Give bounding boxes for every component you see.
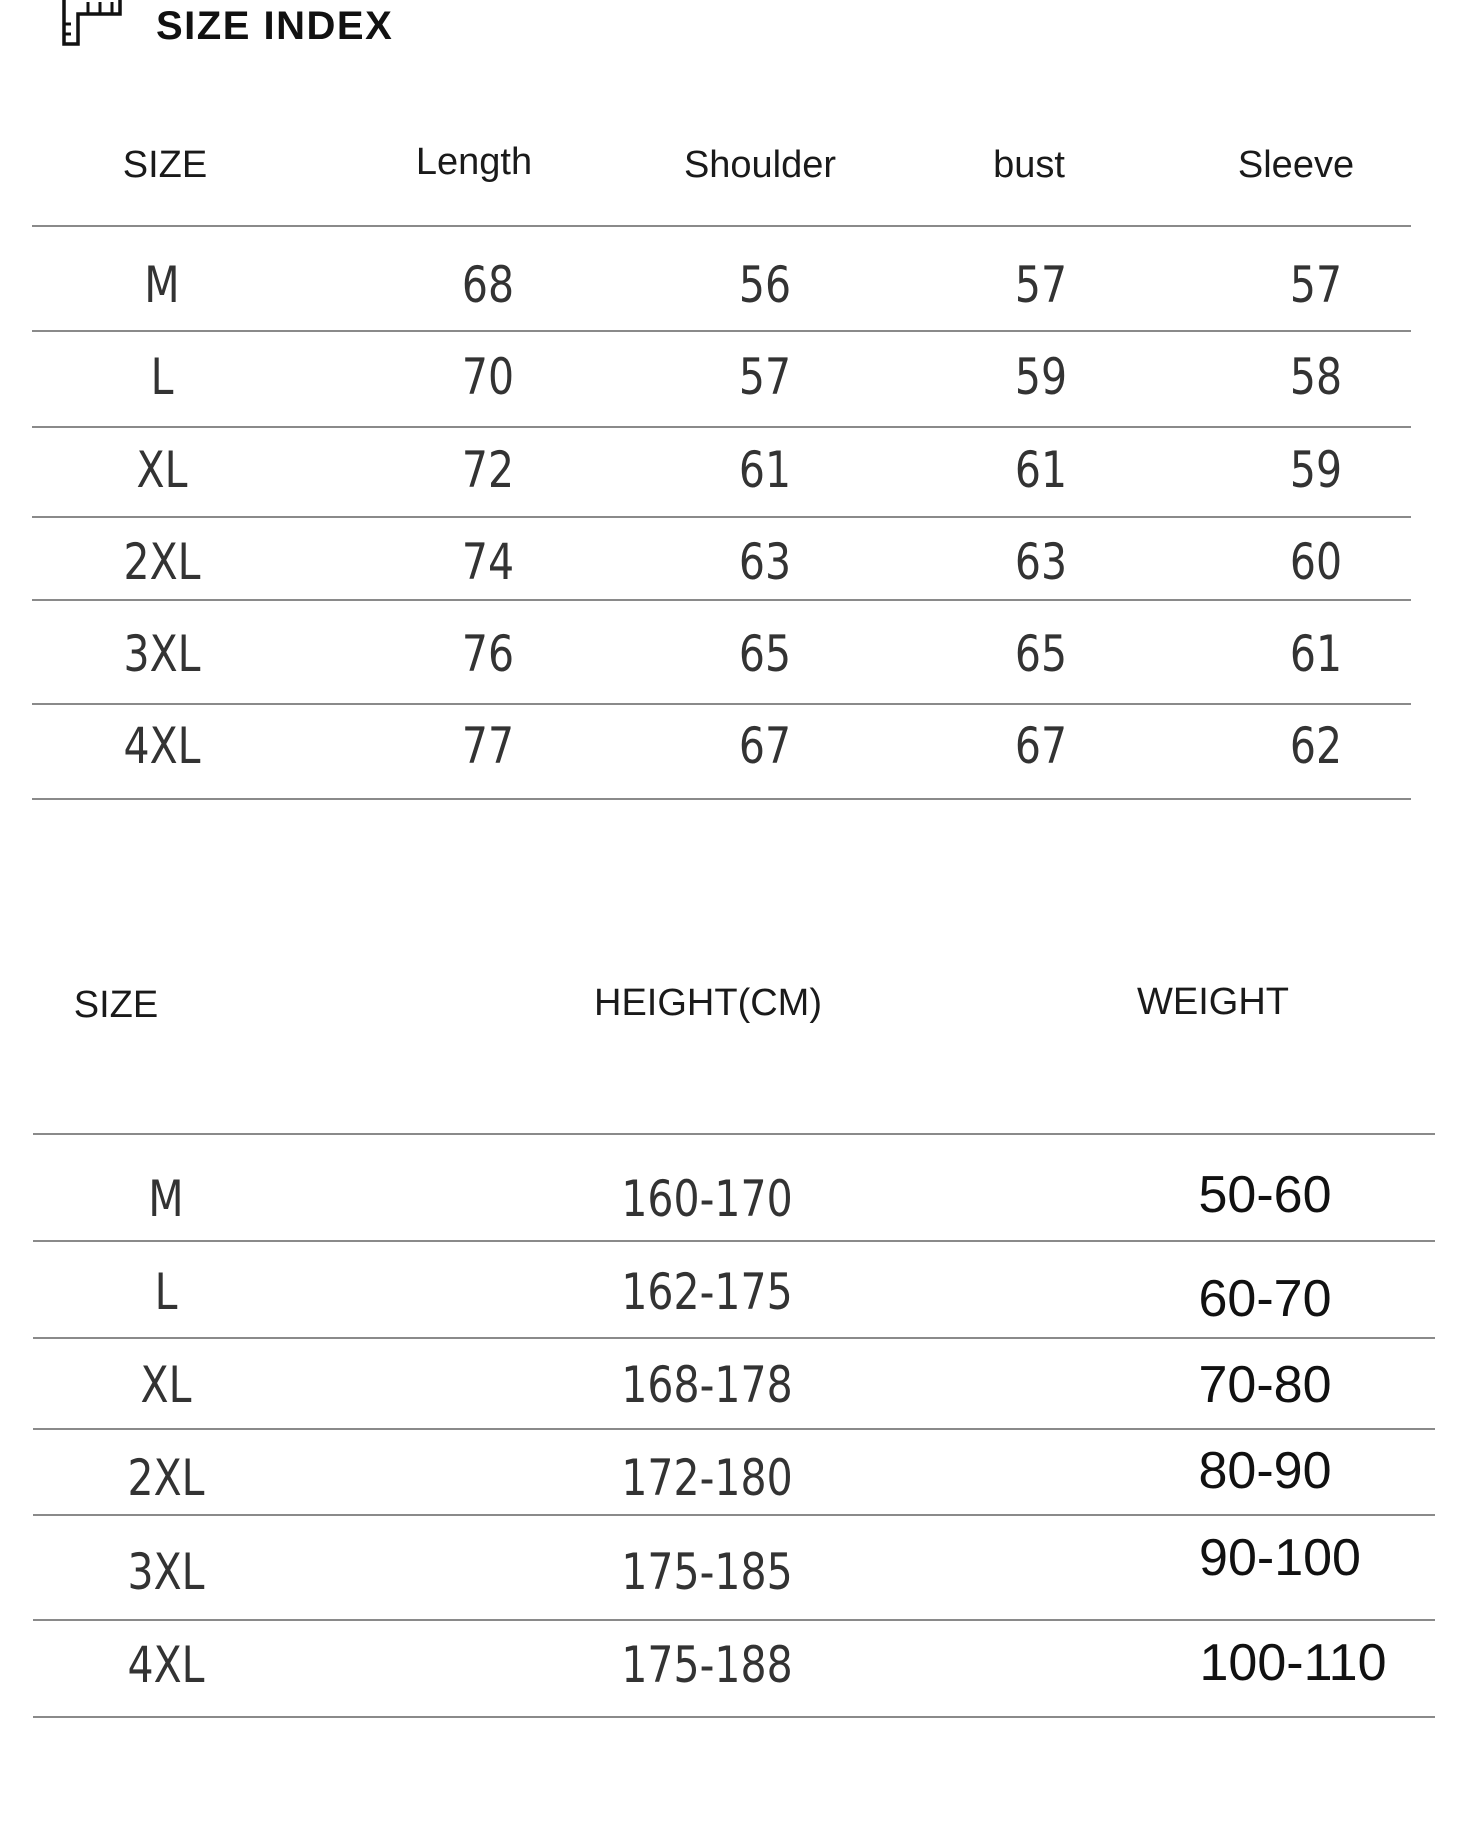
table-divider: [32, 426, 1411, 428]
size-cell: L: [150, 348, 174, 406]
table-divider: [32, 798, 1411, 800]
column-header-sleeve: Sleeve: [1237, 144, 1355, 186]
size-cell: 4XL: [127, 1636, 205, 1694]
length-cell: 72: [461, 441, 515, 499]
table-divider: [32, 599, 1411, 601]
shoulder-cell: 65: [738, 625, 792, 683]
table-divider: [32, 703, 1411, 705]
column-header-size: SIZE: [73, 984, 159, 1026]
table-divider: [33, 1619, 1435, 1621]
bust-cell: 67: [1014, 717, 1068, 775]
weight-cell: 60-70: [1198, 1270, 1332, 1328]
table-divider: [32, 330, 1411, 332]
size-cell: 4XL: [123, 717, 201, 775]
bust-cell: 57: [1014, 256, 1068, 314]
column-header-length: Length: [415, 141, 533, 183]
height-cell: 162-175: [621, 1263, 793, 1321]
table-divider: [33, 1337, 1435, 1339]
table-divider: [33, 1133, 1435, 1135]
sleeve-cell: 60: [1289, 533, 1343, 591]
table-divider: [33, 1240, 1435, 1242]
table-divider: [33, 1514, 1435, 1516]
table-divider: [32, 516, 1411, 518]
size-cell: 2XL: [127, 1449, 205, 1507]
length-cell: 70: [461, 348, 515, 406]
shoulder-cell: 57: [738, 348, 792, 406]
length-cell: 68: [461, 256, 515, 314]
table-divider: [33, 1428, 1435, 1430]
size-cell: M: [148, 1170, 184, 1228]
size-cell: XL: [140, 1356, 192, 1414]
column-header-weight: WEIGHT: [1137, 981, 1289, 1023]
size-cell: XL: [136, 441, 188, 499]
sleeve-cell: 59: [1289, 441, 1343, 499]
weight-cell: 50-60: [1198, 1166, 1332, 1224]
column-header-shoulder: Shoulder: [683, 144, 837, 186]
size-cell: 2XL: [123, 533, 201, 591]
ruler-icon: [62, 0, 122, 50]
shoulder-cell: 61: [738, 441, 792, 499]
bust-cell: 63: [1014, 533, 1068, 591]
column-header-size: SIZE: [122, 144, 208, 186]
bust-cell: 61: [1014, 441, 1068, 499]
sleeve-cell: 61: [1289, 625, 1343, 683]
page-title: SIZE INDEX: [156, 4, 394, 48]
weight-cell: 90-100: [1199, 1529, 1361, 1587]
height-cell: 175-185: [621, 1543, 793, 1601]
weight-cell: 100-110: [1199, 1634, 1387, 1692]
sleeve-cell: 58: [1289, 348, 1343, 406]
column-header-height: HEIGHT(CM): [594, 982, 822, 1024]
height-cell: 160-170: [621, 1170, 793, 1228]
height-cell: 175-188: [621, 1636, 793, 1694]
weight-cell: 70-80: [1198, 1356, 1332, 1414]
sleeve-cell: 57: [1289, 256, 1343, 314]
sleeve-cell: 62: [1289, 717, 1343, 775]
bust-cell: 59: [1014, 348, 1068, 406]
length-cell: 74: [461, 533, 515, 591]
column-header-bust: bust: [993, 144, 1065, 186]
shoulder-cell: 56: [738, 256, 792, 314]
weight-cell: 80-90: [1198, 1442, 1332, 1500]
size-cell: L: [154, 1263, 178, 1321]
bust-cell: 65: [1014, 625, 1068, 683]
shoulder-cell: 67: [738, 717, 792, 775]
shoulder-cell: 63: [738, 533, 792, 591]
length-cell: 77: [461, 717, 515, 775]
table-divider: [32, 225, 1411, 227]
size-cell: 3XL: [127, 1543, 205, 1601]
size-cell: M: [144, 256, 180, 314]
size-cell: 3XL: [123, 625, 201, 683]
height-cell: 172-180: [621, 1449, 793, 1507]
length-cell: 76: [461, 625, 515, 683]
height-cell: 168-178: [621, 1356, 793, 1414]
table-divider: [33, 1716, 1435, 1718]
